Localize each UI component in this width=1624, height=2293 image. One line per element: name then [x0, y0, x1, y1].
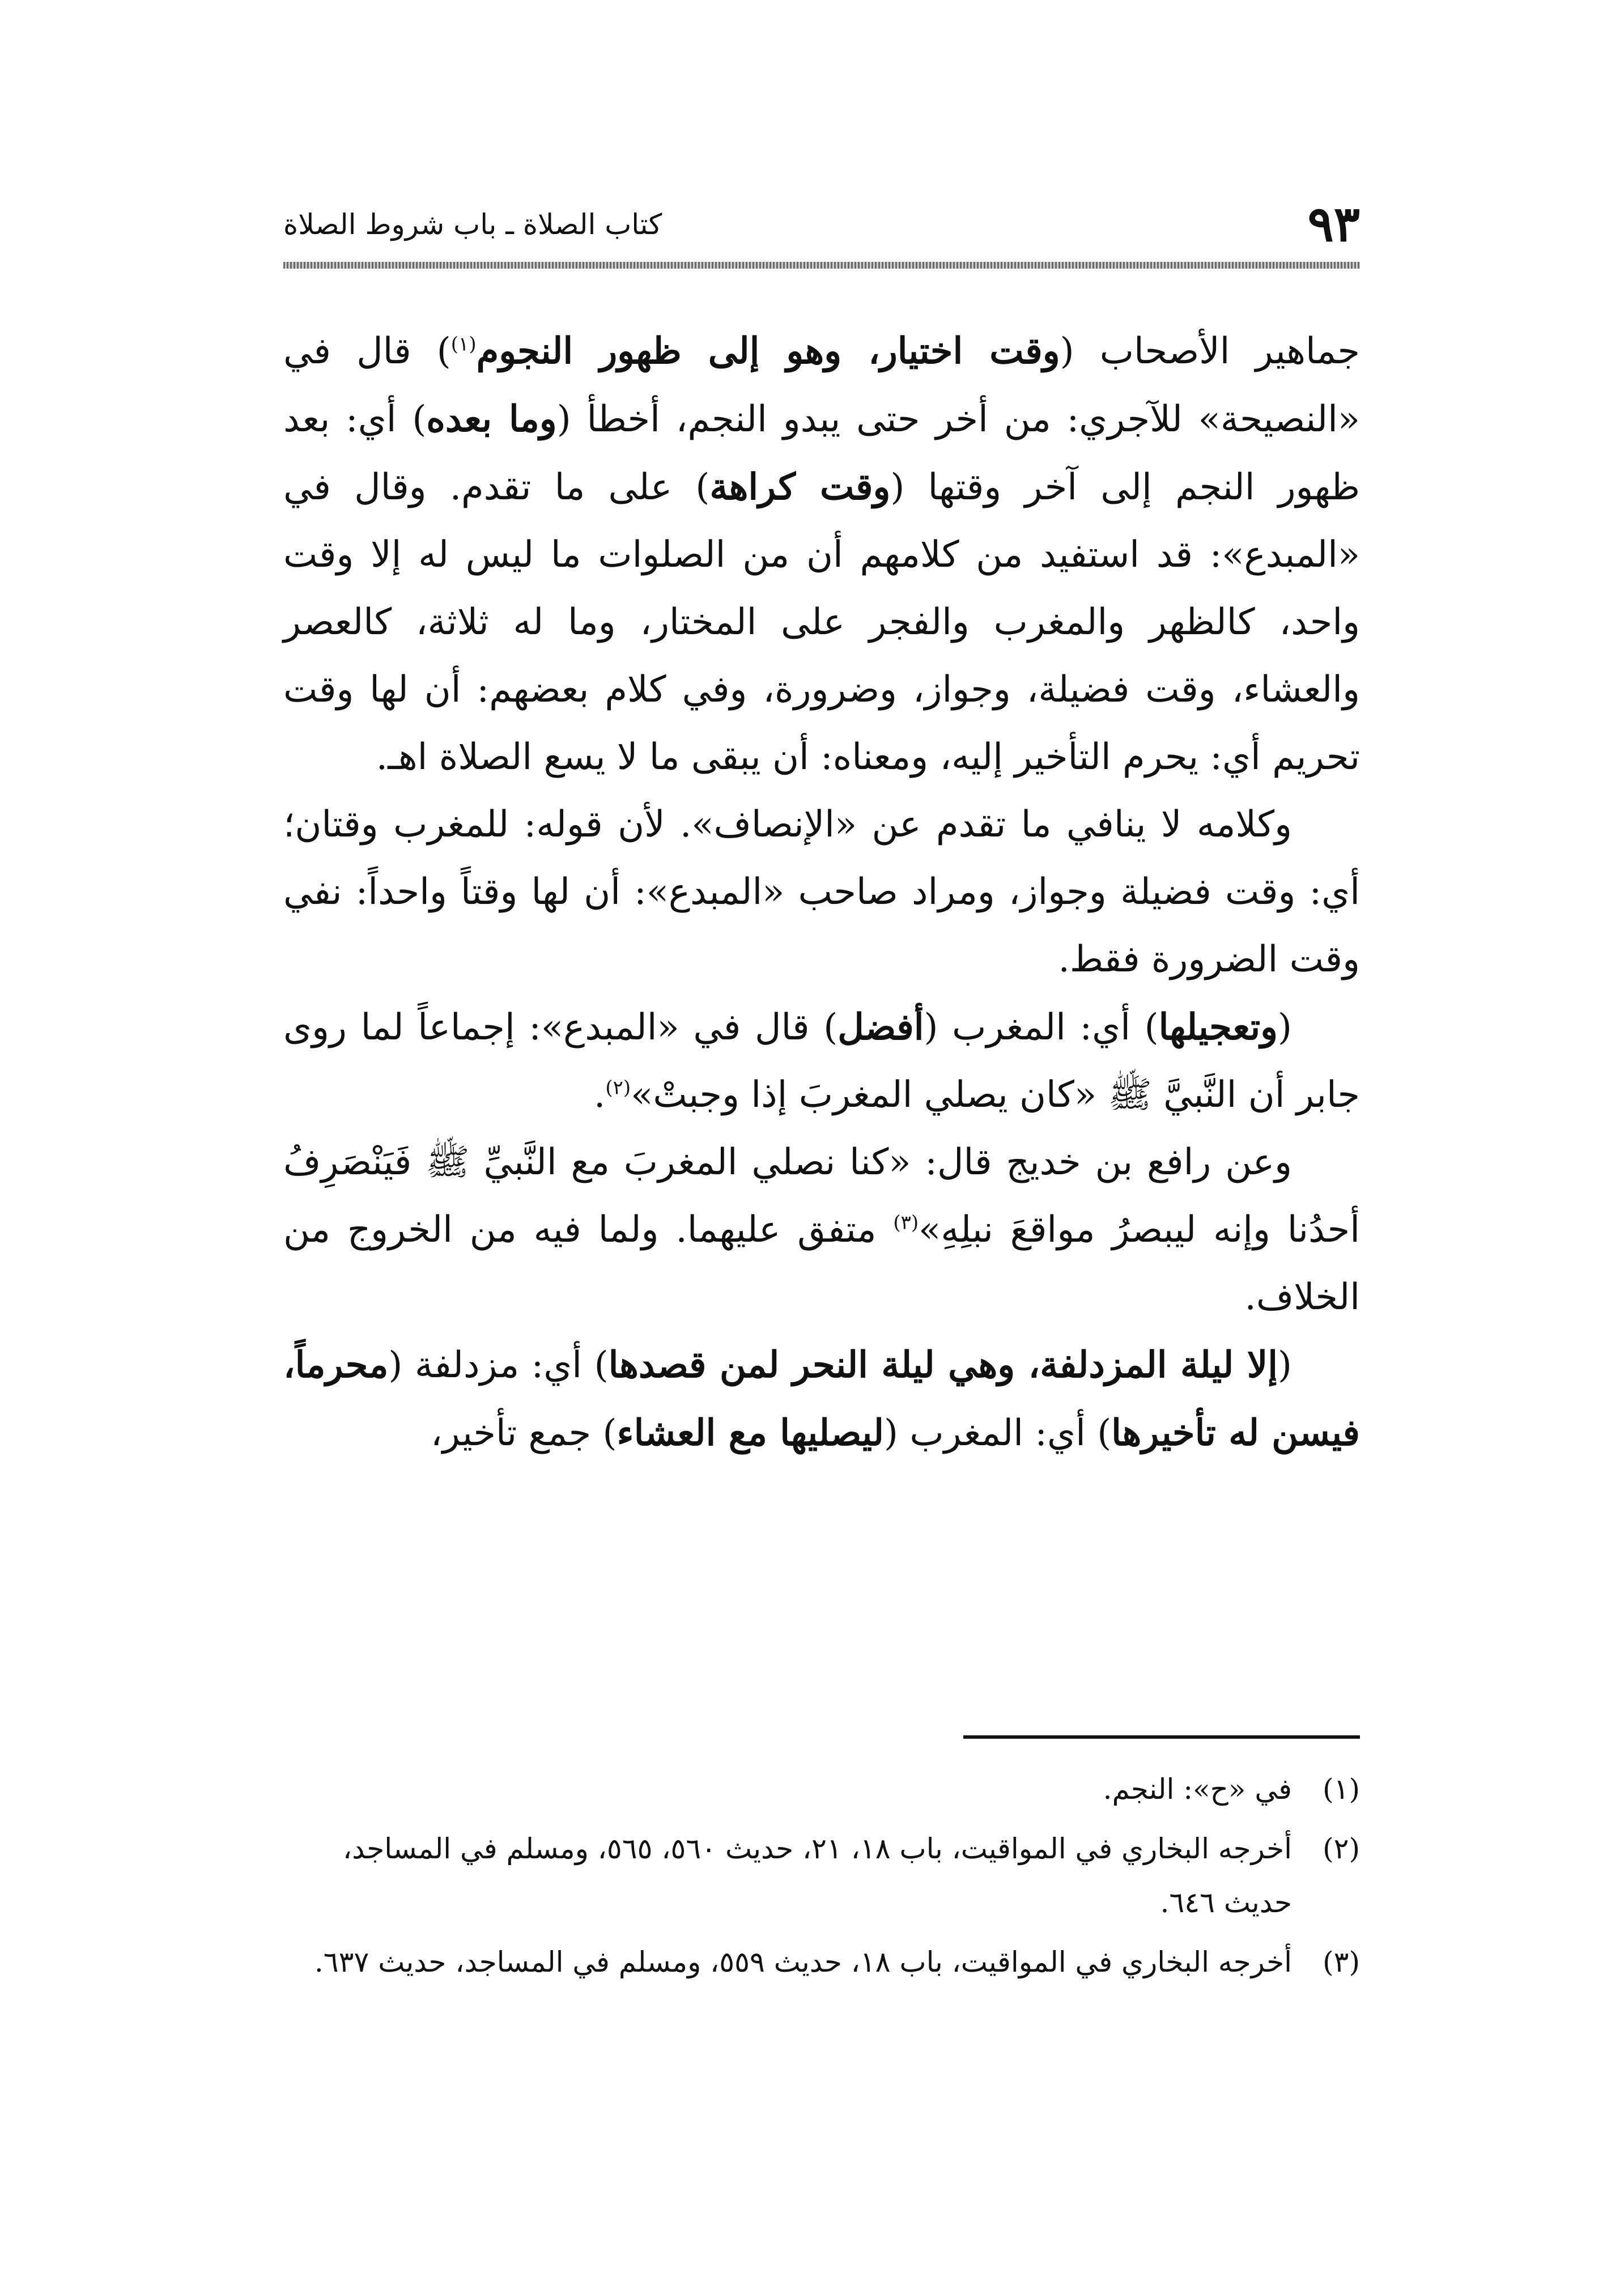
footnote-number: (١): [1323, 1773, 1360, 1806]
matn-text: أفضل: [837, 1006, 924, 1048]
sharh-text: ) أي: مزدلفة (: [388, 1344, 609, 1386]
matn-text: وما بعده: [426, 398, 557, 440]
paragraph: [283, 1331, 1360, 1467]
sharh-text: متفق عليهما. ولما فيه من الخروج من الخلاف.: [283, 1209, 1360, 1318]
sharh-text: ) قال في «النصيحة» للآجري: من أخر حتى يبدو النجم، أخطأ (: [283, 330, 1361, 440]
footnote: [283, 1822, 1360, 1930]
sharh-text: ) على ما تقدم. وقال في «المبدع»: قد استفيد من كلامهم أن من الصلوات ما ليس له إلا وقت واحد، كالظهر والمغرب والفجر على المختار، وما له ثلاثة، كالعصر والعشاء، وقت فضيلة، وجواز، وضرورة، وفي كلام بعضهم: أن لها وقت تحريم أي: يحرم التأخير إليه، ومعناه: أن يبقى ما لا يسع الصلاة اهـ.: [283, 466, 1360, 778]
footnote-ref: (٢): [605, 1076, 631, 1099]
paragraph: [283, 317, 1360, 791]
header-rule: [283, 262, 1360, 269]
paragraph: [283, 993, 1360, 1129]
sharh-text: ) قال في «المبدع»: إجماعاً لما روى جابر أن النَّبيَّ ﷺ «كان يصلي المغربَ إذا وجبتْ»: [283, 1007, 1360, 1116]
sharh-text: (: [1278, 1344, 1293, 1386]
footnote-text: أخرجه البخاري في المواقيت، باب ١٨، حديث ٥٥٩، ومسلم في المساجد، حديث ٦٣٧.: [314, 1946, 1292, 1978]
footnote-rule: [963, 1735, 1360, 1739]
matn-text: محرماً، فيسن له تأخيرها: [283, 1344, 1360, 1454]
matn-text: وقت كراهة: [709, 466, 891, 508]
main-text: [283, 317, 1360, 1467]
sharh-text: ) أي: المغرب (: [924, 1007, 1159, 1048]
sharh-text: .: [594, 1074, 606, 1116]
sharh-text: (: [1278, 1007, 1292, 1048]
matn-text: إلا ليلة المزدلفة، وهي ليلة النحر لمن قصدها: [608, 1344, 1278, 1386]
footnote-text: في «ح»: النجم.: [1103, 1773, 1292, 1806]
sharh-text: وكلامه لا ينافي ما تقدم عن «الإنصاف». لأن قوله: للمغرب وقتان؛ أي: وقت فضيلة وجواز، ومراد صاحب «المبدع»: أن لها وقتاً واحداً: نفي وقت الضرورة فقط.: [283, 804, 1360, 980]
footnotes: [283, 1763, 1360, 1995]
footnote: [283, 1763, 1360, 1816]
footnote-number: (٣): [1323, 1946, 1360, 1978]
matn-text: وقت اختيار، وهو إلى ظهور النجوم: [476, 330, 1060, 372]
footnote: [283, 1935, 1360, 1989]
matn-text: ليصليها مع العشاء: [617, 1412, 885, 1454]
footnote-ref: (١): [450, 333, 477, 356]
sharh-text: ) أي: المغرب (: [884, 1412, 1112, 1454]
sharh-text: جماهير الأصحاب (: [1060, 330, 1361, 372]
matn-text: وتعجيلها: [1158, 1006, 1278, 1048]
paragraph: [283, 1129, 1360, 1331]
sharh-text: ) جمع تأخير،: [431, 1412, 617, 1454]
sharh-text: ) أي: بعد ظهور النجم إلى آخر وقتها (: [283, 398, 1361, 508]
page-header: [283, 193, 1360, 255]
footnote-number: (٢): [1323, 1832, 1360, 1865]
sharh-text: وعن رافع بن خديج قال: «كنا نصلي المغربَ مع النَّبيِّ ﷺ فَيَنْصَرِفُ أحدُنا وإنه ليبصرُ مواقعَ نبلِهِ»: [283, 1141, 1361, 1251]
footnote-text: أخرجه البخاري في المواقيت، باب ١٨، ٢١، حديث ٥٦٠، ٥٦٥، ومسلم في المساجد، حديث ٦٤٦.: [342, 1832, 1292, 1919]
page-number: ٩٣: [1307, 196, 1360, 253]
running-title: كتاب الصلاة ـ باب شروط الصلاة: [283, 208, 662, 241]
paragraph: [283, 791, 1360, 993]
footnote-ref: (٣): [893, 1211, 919, 1234]
